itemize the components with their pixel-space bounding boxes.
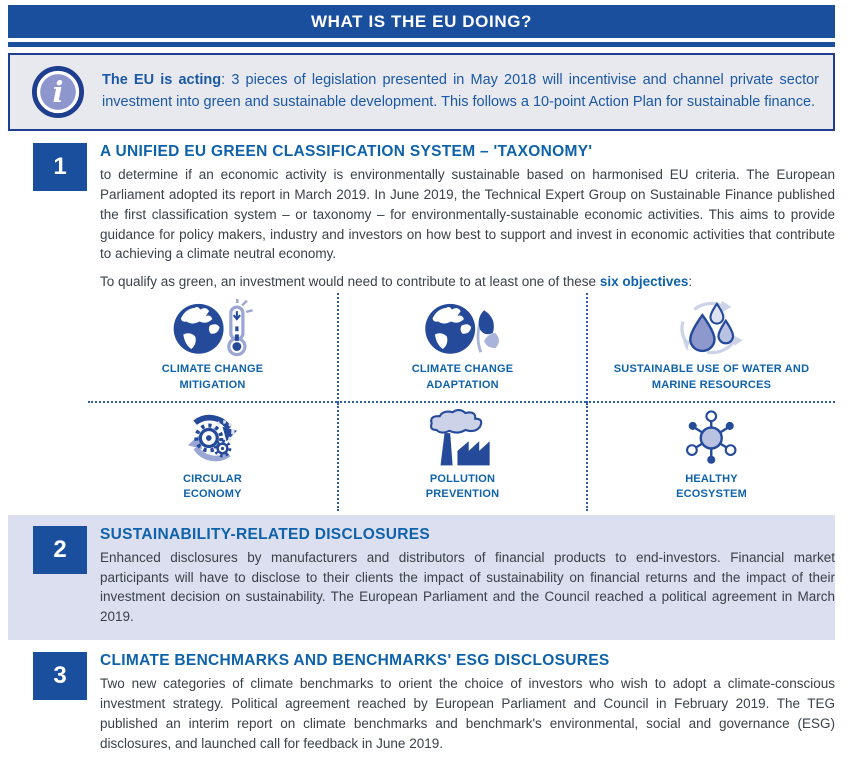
section-body: to determine if an economic activity is environmentally sustainable based on harmonised EU criteria. The European Parliament adopted its report in March 2019. In June 2019, the Technical Expert Group on Sustainable Finance published the first classification system – or taxonomy – for environmentally-sustainable economic activities. This aims to provide guidance for policy makers, industry and investors on how best to support and invest in economic activities that contribute to achieving a climate neutral economy. (100, 167, 835, 262)
objective-cell-pollution (337, 403, 586, 511)
section-heading: SUSTAINABILITY-RELATED DISCLOSURES (100, 525, 430, 543)
section-number-badge: 1 (33, 143, 87, 191)
section-content (100, 652, 835, 753)
page-title: WHAT IS THE EU DOING? (311, 11, 532, 31)
objective-label: CLIMATE CHANGE ADAPTATION (411, 363, 514, 391)
objective-label: HEALTHY ECOSYSTEM (676, 473, 747, 501)
section-number-badge: 2 (33, 526, 87, 574)
molecule-network-icon (675, 409, 748, 467)
globe-thermometer-icon (168, 299, 257, 357)
section-number-badge: 3 (33, 652, 87, 700)
page-header-bar (8, 5, 835, 38)
section-body: Enhanced disclosures by manufacturers and distributors of financial products to end-investors. Financial market participants will have to disclose to their clients the impact of sustainability on financial returns and the impact of their investment decision on sustainability. The European Parliament and the Council reached a political agreement in March 2019. (100, 549, 835, 625)
section-content (100, 526, 835, 627)
objective-label: CIRCULAR ECONOMY (182, 473, 243, 501)
section-benchmarks (8, 652, 835, 753)
svg-text:i: i (52, 75, 64, 110)
objective-cell-circular-economy (88, 403, 337, 511)
section-disclosures-band (8, 515, 835, 640)
objectives-intro-bold: six objectives (599, 274, 689, 290)
objective-cell-adaptation (337, 293, 586, 403)
objective-label: CLIMATE CHANGE MITIGATION (161, 363, 264, 391)
objectives-grid (88, 293, 835, 511)
objective-cell-water (586, 293, 835, 403)
section-heading: CLIMATE BENCHMARKS AND BENCHMARKS' ESG DISCLOSURES (100, 652, 610, 670)
section-heading: A UNIFIED EU GREEN CLASSIFICATION SYSTEM – 'TAXONOMY' (100, 143, 593, 160)
objective-label: SUSTAINABLE USE OF WATER AND MARINE RESOURCES (613, 363, 810, 391)
section-body: Two new categories of climate benchmarks to orient the choice of investors who wish to adopt a climate-conscious investment strategy. Political agreement reached by European Parliament and Council in February 2019. The TEG published an interim report on climate benchmarks and benchmark's environmental, social and governance (ESG) disclosures, and launched call for feedback in June 2019. (100, 676, 835, 751)
section-disclosures (8, 526, 835, 627)
intro-body: : 3 pieces of legislation presented in May 2018 will incentivise and channel private sector investment into green and sustainable development. This follows a 10-point Action Plan for sustainable finance. (102, 72, 819, 110)
gears-recycle-icon (179, 409, 247, 467)
intro-callout-box (8, 53, 835, 131)
water-drops-recycle-icon (675, 299, 748, 357)
objectives-intro-line (100, 274, 835, 289)
objectives-intro-suffix: : (688, 274, 693, 290)
header-divider (8, 42, 835, 47)
intro-lead: The EU is acting (102, 72, 222, 89)
intro-text (102, 70, 819, 114)
objective-cell-ecosystem (586, 403, 835, 511)
section-taxonomy (8, 143, 835, 289)
objective-cell-mitigation (88, 293, 337, 403)
factory-smoke-icon (422, 409, 503, 467)
objectives-intro-prefix: To qualify as green, an investment would need to contribute to at least one of these (100, 274, 600, 290)
section-content (100, 143, 835, 289)
globe-leaf-icon (418, 299, 507, 357)
info-icon (32, 66, 84, 118)
objective-label: POLLUTION PREVENTION (425, 473, 500, 501)
